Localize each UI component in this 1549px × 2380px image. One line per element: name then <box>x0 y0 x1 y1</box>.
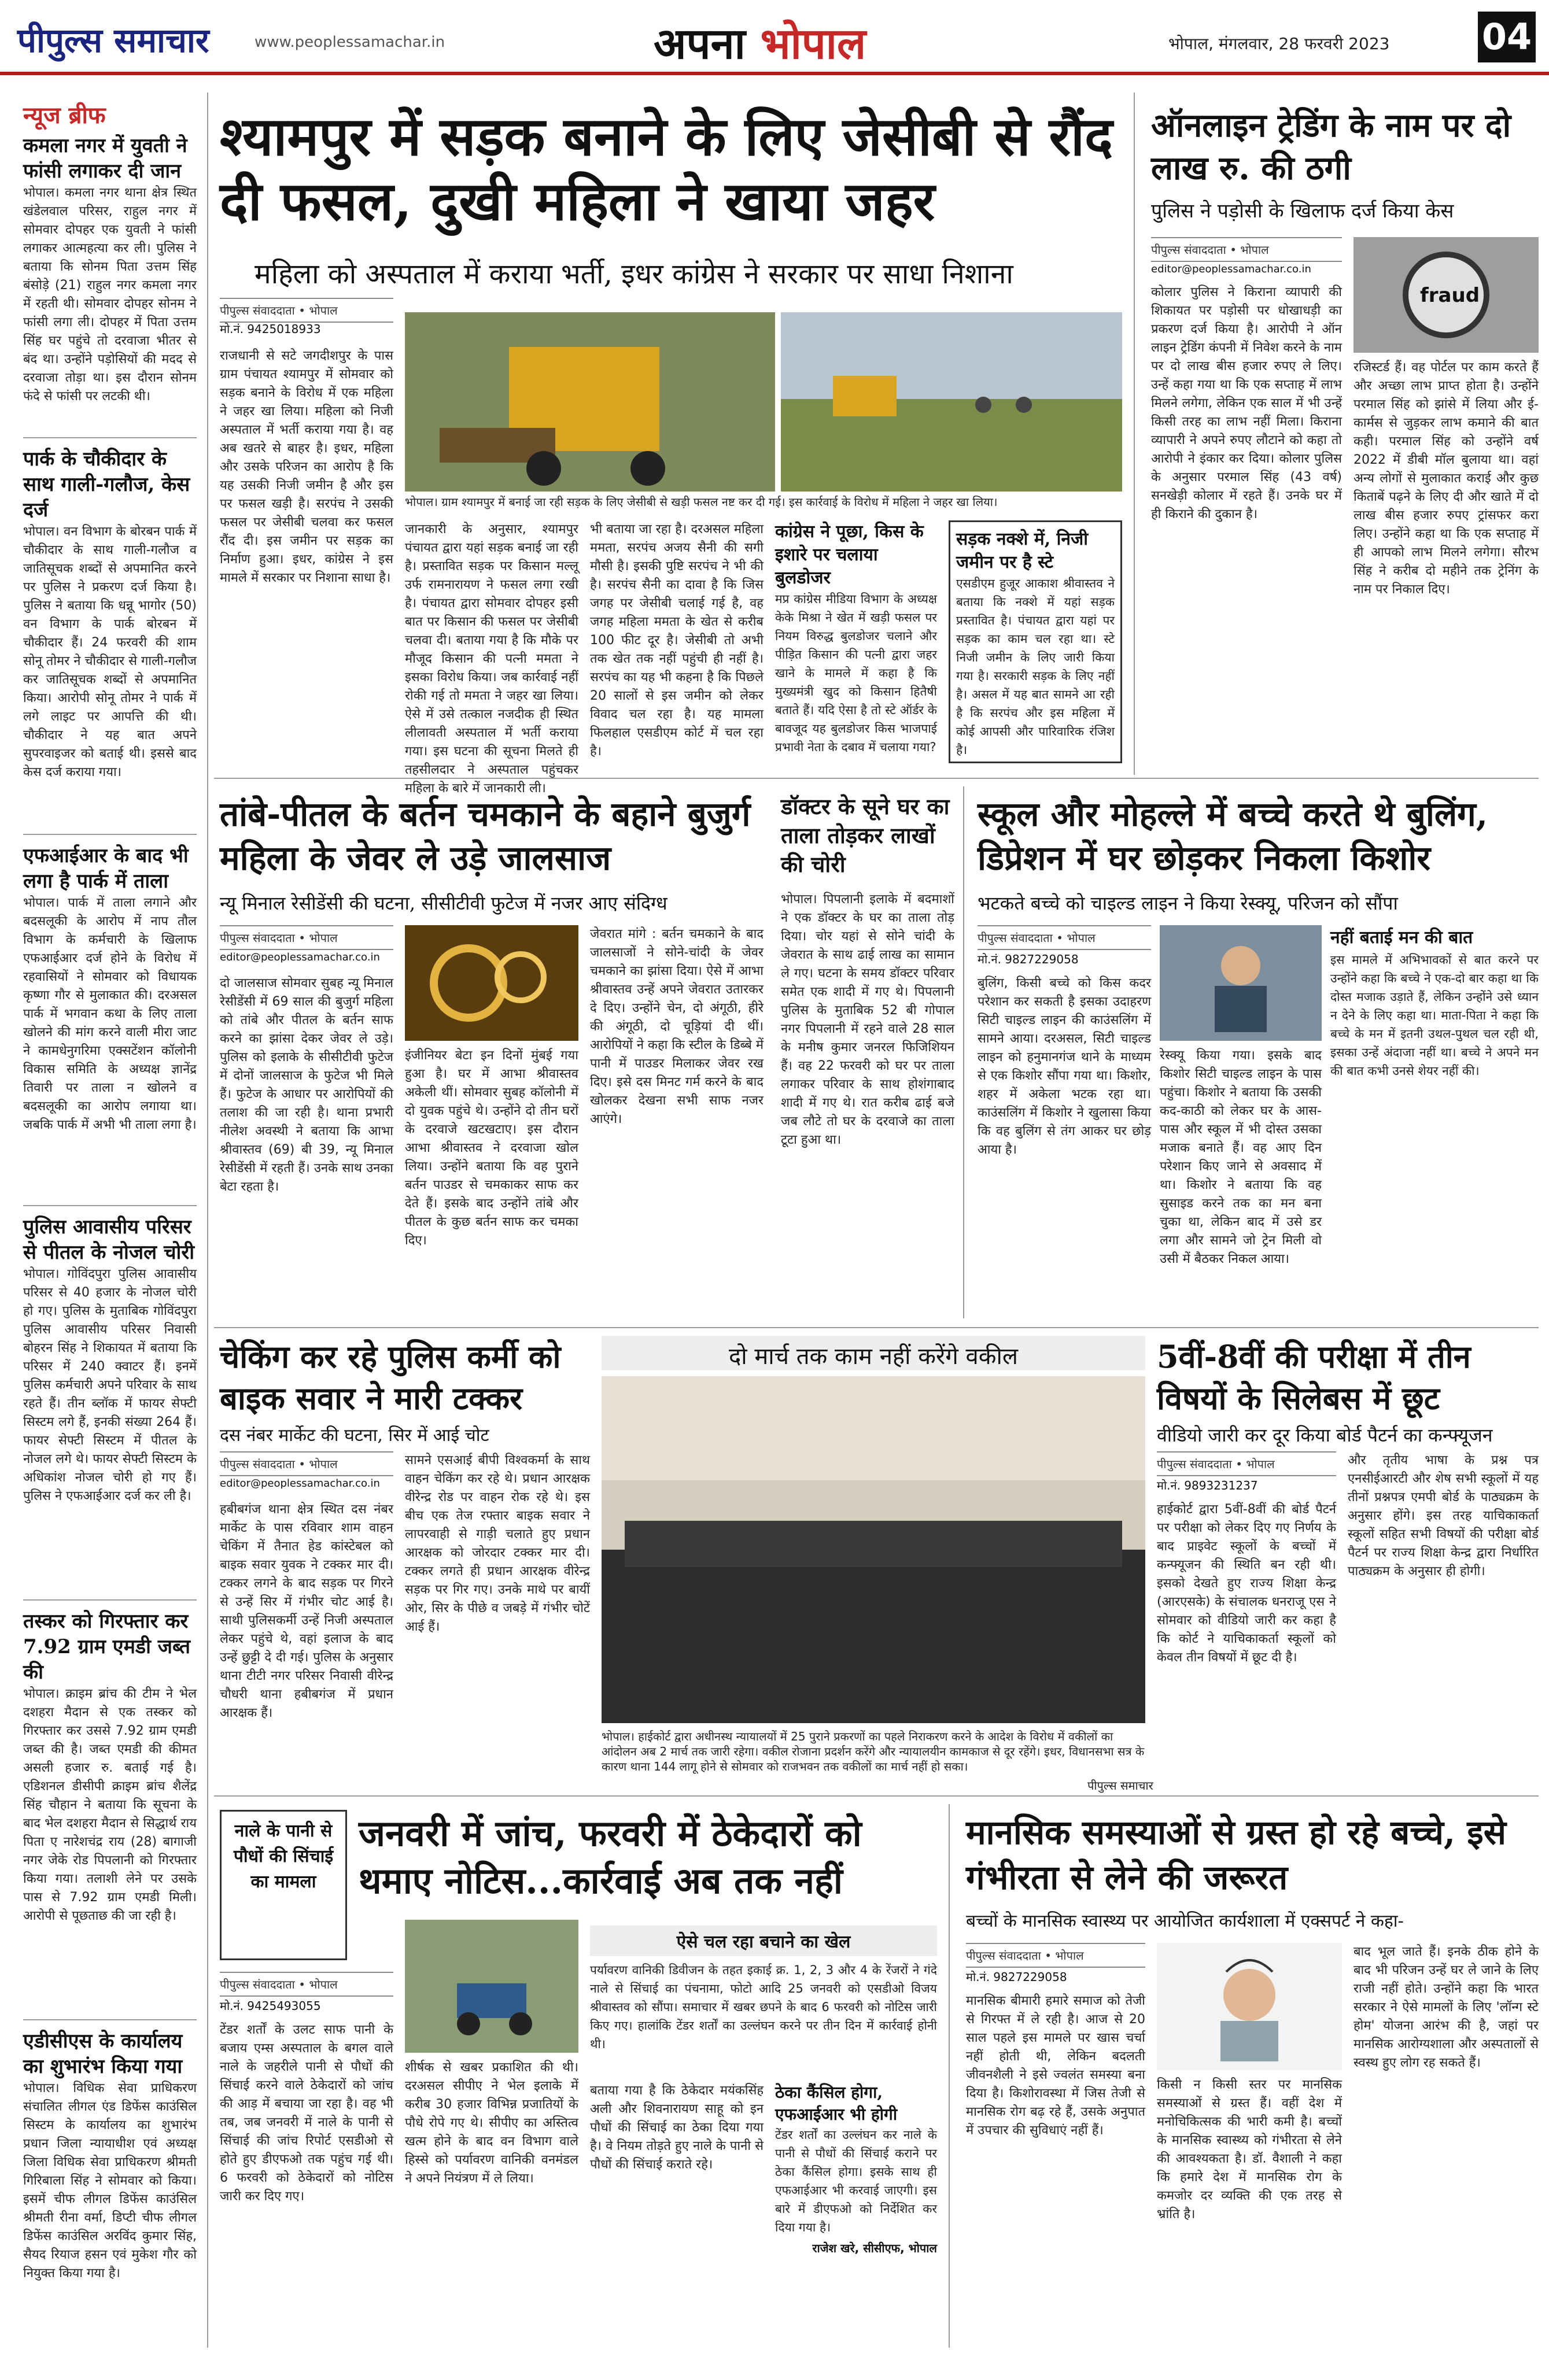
mental-subheadline: बच्चों के मानसिक स्वास्थ्य पर आयोजित कार्यशाला में एक्सपर्ट ने कहा- <box>966 1911 1404 1931</box>
exam-subheadline: वीडियो जारी कर दूर किया बोर्ड पैटर्न का कन्फ्यूजन <box>1157 1424 1493 1446</box>
jewel-body-col2: इंजीनियर बेटा इन दिनों मुंबई गया हुआ है। घर में आभा श्रीवास्तव अकेली थीं। सोमवार सुबह कॉलोनी में दो युवक पहुंचे थे। उन्होंने दो तीन घरों के दरवाजे खटखटाए। इस दौरान आभा श्रीवास्तव ने दरवाजा खोल लिया। उन्होंने बताया कि वह पुराने बर्तन पाउडर से चमकाकर साफ कर देते हैं। इसके बाद उन्होंने तांबे और पीतल के कुछ बर्तन साफ कर चमका दिए। <box>405 1048 578 1248</box>
brief-headline: तस्कर को गिरफ्तार कर 7.92 ग्राम एमडी जब्त की <box>23 1610 190 1684</box>
jewel-body-col1: दो जालसाज सोमवार सुबह न्यू मिनाल रेसीडेंसी में 69 साल की बुजुर्ग महिला को तांबे और पीतल के बर्तन साफ करने का झांसा देकर जेवर ले उड़े। पुलिस को इलाके के सीसीटीवी फुटेज में दोनों जालसाज के फुटेज भी मिले हैं। फुटेज के आधार पर आरोपियों की तलाश की जा रही है। थाना प्रभारी नीलेश अवस्थी ने बताया कि आभा श्रीवास्तव (69) बी 39, न्यू मिनाल रेसीडेंसी में रहती हैं। उनके साथ उनका बेटा रहता है। <box>220 976 393 1194</box>
briefs-column <box>23 133 197 2353</box>
nala-body-col3: बताया गया है कि ठेकेदार मयंकसिंह अली और शिवनारायण साहू को इन पौधों की सिंचाई का ठेका दिया गया है। वे नियम तोड़ते हुए नाले के पानी से पौधों की सिंचाई कराते रहे। <box>590 2083 764 2172</box>
lawyers-photo <box>602 1376 1145 1723</box>
website-url[interactable]: www.peoplessamachar.in <box>255 34 445 51</box>
cop-email[interactable]: editor@peoplessamachar.co.in <box>220 1477 380 1490</box>
brief-divider <box>23 437 197 438</box>
lead-mobile: मो.नं. 9425018933 <box>220 322 321 336</box>
lawyers-group-illustration <box>602 1376 1145 1723</box>
page-number: 04 <box>1478 12 1536 62</box>
exam-byline: पीपुल्स संवाददाता • भोपाल <box>1157 1451 1336 1476</box>
brief-divider <box>23 834 197 835</box>
fraud-body-col2: रजिस्टर्ड हैं। वह पोर्टल पर काम करते हैं और अच्छा लाभ प्राप्त होता है। उन्होंने परमाल सिंह को झांसे में लिया और ई-कार्मस से जुड़कर लाभ कमाने की बात कही। परमाल सिंह को उन्होंने वर्ष 2022 में डीबी मॉल बुलाया था। वहां अन्य लोगों से मुलाकात कराई और कुछ किताबें पढ़ने के लिए दी और खाते में दो लाख बीस हजार रुपए ट्रांसफर करा लिए। उन्होंने कहा था कि एक सप्ताह में ही आपको लाभ मिलने लगेगा। सौरभ सिंह ने करीब दो महीने तक ट्रेनिंग के नाम पर निकाल दिए। <box>1353 360 1539 597</box>
briefs-title: न्यूज ब्रीफ <box>23 102 106 129</box>
nala-topic-box <box>220 1810 347 1960</box>
jewel-body-col3: जेवरात मांगे : बर्तन चमकाने के बाद जालसाजों ने सोने-चांदी के जेवर चमकाने का झांसा दिया। ऐसे में आभा श्रीवास्तव उन्हें अपने जेवरात उतारकर दे दिए। उन्होंने चेन, दो अंगूठी, हीरे की अंगूठी, दो चूड़ियां दी थीं। आरोपियों ने कहा कि स्टील के डिब्बे में पानी में पाउडर मिलाकर जेवर रख दिए। इसे दस मिनट गर्म करने के बाद खोलकर देखना सभी साफ नजर आएंगे। <box>590 927 764 1126</box>
fraud-photo-label: fraud <box>1420 284 1480 307</box>
bully-side-box <box>1330 925 1539 1321</box>
lawyers-photo-credit: पीपुल्स समाचार <box>1087 1779 1153 1793</box>
bully-body-col2: रेस्क्यू किया गया। इसके बाद किशोर सिटी चाइल्ड लाइन के पास पहुंचा। किशोर ने बताया कि उसकी कद-काठी को लेकर घर के आस-पास और स्कूल में भी दोस्त उसका मजाक बनाते हैं। वह आए दिन परेशान किए जाने से अवसाद में था। किशोर ने बताया कि वह सुसाइड करने तक का मन बना चुका था, लेकिन बाद में उसे डर लगा और सामने जो ट्रेन मिली वो उसी में बैठकर निकल आया। <box>1160 1048 1322 1266</box>
exam-body-col1: हाईकोर्ट द्वारा 5वीं-8वीं की बोर्ड पैटर्न पर परीक्षा को लेकर दिए गए निर्णय के बाद प्राइवेट स्कूलों के बच्चों में कन्फ्यूजन की स्थिति बन रही थी। इसको देखते हुए राज्य शिक्षा केन्द्र (आरएसके) के संचालक धनराजू एस ने सोमवार को वीडियो जारी कर कहा है कि कोर्ट ने याचिकाकर्ता स्कूलों को केवल तीन विषयों में छूट दी है। <box>1157 1502 1336 1665</box>
brief-body: भोपाल। क्राइम ब्रांच की टीम ने भेल दशहरा मैदान से एक तस्कर को गिरफ्तार कर उससे 7.92 ग्राम एमडी जब्त की है। जब्त एमडी की कीमत असली हजार रु. बताई गई है। एडिशनल डीसीपी क्राइम ब्रांच शैलेंद्र सिंह चौहान ने बताया कि सूचना के बाद भेल दशहरा मैदान से सिद्धार्थ राय पिता ए नारेशचंद्र राय (28) बागाजी नगर जेके रोड पिपलानी को गिरफ्तार किया गया। तलाशी लेने पर उसके पास से 7.92 ग्राम एमडी मिली। आरोपी से पूछताछ की जा रही है। <box>23 1687 197 1923</box>
exam-mobile: मो.नं. 9893231237 <box>1157 1479 1258 1492</box>
bully-body-col1: बुलिंग, किसी बच्चे को किस कदर परेशान कर सकती है इसका उदाहरण सिटी चाइल्ड लाइन की काउंसलिंग में सामने आया। दरअसल, सिटी चाइल्ड लाइन को हनुमानगंज थाने के माध्यम से एक किशोर सौंपा गया था। किशोर, शहर में अकेला भटक रहा था। काउंसलिंग में किशोर ने खुलासा किया कि वह बुलिंग से तंग आकर घर छोड़ आया है। <box>978 976 1151 1157</box>
field-photo-illustration <box>781 312 1122 491</box>
brief-body: भोपाल। कमला नगर थाना क्षेत्र स्थित खंडेलवाल परिसर, राहुल नगर में सोमवार दोपहर एक युवती ने फांसी लगाकर आत्महत्या कर ली। पुलिस ने बताया कि सोनम पिता उत्तम सिंह बंसोड़े (21) राहुल नगर कमला नगर में रहती थी। सोमवार दोपहर सोनम ने फांसी लगा ली। दोपहर में पिता उत्तम सिंह घर पहुंचे तो दरवाजा भीतर से बंद था। उन्होंने पड़ोसियों की मदद से दरवाजा तोड़ा था। इस दौरान सोनम फंदे से फांसी पर लटकी थी। <box>23 186 197 404</box>
lead-body-col1: राजधानी से सटे जगदीशपुर के पास ग्राम पंचायत श्यामपुर में सोमवार को सड़क बनाने के विरोध में एक महिला ने जहर खा लिया। महिला को निजी अस्पताल में भर्ती कराया गया है। वह अब खतरे से बाहर है। इधर, महिला और उसके परिजन का आरोप है कि यह उसकी निजी जमीन है और इस पर फसल खड़ी है। सरपंच ने उसकी फसल पर जेसीबी चलवा कर फसल रौंद दी। इस जमीन पर सड़क का निर्माण हुआ। इधर, कांग्रेस ने इस मामले में सरकार पर निशाना साधा है। <box>220 349 393 585</box>
fraud-byline: पीपुल्स संवाददाता • भोपाल <box>1151 237 1342 262</box>
brief-body: भोपाल। वन विभाग के बोरबन पार्क में चौकीदार के साथ गाली-गलौज व जातिसूचक शब्दों से अपमानित करने पर पुलिस ने प्रकरण दर्ज किया है। पुलिस ने बताया कि धन्नू भागोर (50) वन विभाग के पार्क बोरबन में चौकीदार हैं। 24 फरवरी की शाम सोनू तोमर ने चौकीदार से गाली-गलौज कर जातिसूचक शब्दों से अपमानित किया। आरोपी सोनू तोमर ने पार्क में लगे लाइट पर आपत्ति की थी। चौकीदार ने यह बात अपने सुपरवाइजर को बताई थी। इससे बाद केस दर्ज कराया गया। <box>23 524 197 779</box>
nala-inset-headline: ऐसे चल रहा बचाने का खेल <box>590 1926 937 1956</box>
nala-inset-body: पर्यावरण वानिकी डिवीजन के तहत इकाई क्र. 1, 2, 3 और 4 के रेंजरों ने गंदे नाले से सिंचाई का पंचनामा, फोटो आदि 25 जनवरी को एसडीओ विजय श्रीवास्तव को सौंपा। समाचार में खबर छपने के बाद 6 फरवरी को नोटिस जारी किए गए। हालांकि टेंडर शर्तों का उल्लंघन करने पर तीन दिन में कार्रवाई होनी थी। <box>590 1963 937 2051</box>
nala-tender-body: टेंडर शर्तों का उल्लंघन कर नाले के पानी से पौधों की सिंचाई कराने पर ठेका कैंसिल होगा। इसके साथ ही एफआईआर भी करवाई जाएगी। इस बारे में डीएफओ को निर्देशित कर दिया गया है। <box>775 2128 937 2234</box>
newspaper-logo: पीपुल्स समाचार <box>17 21 209 60</box>
stay-box-body: एसडीएम हुजूर आकाश श्रीवास्तव ने बताया कि नक्शे में यहां सड़क प्रस्तावित है। पंचायत द्वारा यहां पर सड़क का काम चल रहा था। स्टे निजी जमीन के लिए जारी किया गया है। सरकारी सड़क के लिए नहीं है। असल में यह बात सामने आ रही है कि सरपंच और इस महिला में कोई आपसी और पारिवारिक रंजिश है। <box>956 576 1115 757</box>
exam-headline: 5वीं-8वीं की परीक्षा में तीन विषयों के सिलेबस में छूट <box>1157 1338 1471 1417</box>
doctor-headline: डॉक्टर के सूने घर का ताला तोड़कर लाखों की चोरी <box>781 793 950 877</box>
nala-headline: जनवरी में जांच, फरवरी में ठेकेदारों को थमाए नोटिस...कार्रवाई अब तक नहीं <box>359 1812 862 1902</box>
congress-box-headline: कांग्रेस ने पूछा, किस के इशारे पर चलाया बुलडोजर <box>775 522 924 588</box>
section-divider <box>214 778 1539 779</box>
cop-body-col2: सामने एसआई बीपी विश्वकर्मा के साथ वाहन चेकिंग कर रहे थे। प्रधान आरक्षक वीरेन्द्र रोड पर वाहन रोक रहे थे। इस बीच एक तेज रफ्तार बाइक सवार ने लापरवाही से गाड़ी चलाते हुए प्रधान आरक्षक को जोरदार टक्कर मार दी। टक्कर लगते ही प्रधान आरक्षक वीरेन्द्र सड़क पर गिर गए। उनके माथे पर बायीं ओर, सिर के पीछे व जबड़े में गंभीर चोटें आई हैं। <box>405 1453 590 1634</box>
jewel-headline: तांबे-पीतल के बर्तन चमकाने के बहाने बुजुर्ग महिला के जेवर ले उड़े जालसाज <box>220 794 751 878</box>
fraud-subheadline: पुलिस ने पड़ोसी के खिलाफ दर्ज किया केस <box>1151 199 1454 223</box>
lead-headline: श्यामपुर में सड़क बनाने के लिए जेसीबी से रौंद दी फसल, दुखी महिला ने खाया जहर <box>220 105 1113 232</box>
fraud-photo <box>1353 237 1539 353</box>
tractor-illustration <box>405 1920 578 2053</box>
mental-body-col1: मानसिक बीमारी हमारे समाज को तेजी से गिरफ्त में ले रही है। आज से 20 साल पहले इस मामले पर खास चर्चा नहीं होती थी, लेकिन बदलती जीवनशैली ने इसे ज्वलंत समस्या बना दिया है। किशोरावस्था में जिस तेजी से मानसिक रोग बढ़ रहे हैं, उसके अनुपात में उपचार की सुविधाएं नहीं हैं। <box>966 1994 1145 2138</box>
section-title-a: अपना <box>654 19 761 69</box>
bully-photo <box>1160 925 1322 1041</box>
nala-tender-sign: राजेश खरे, सीसीएफ, भोपाल <box>812 2241 937 2255</box>
jewellery-illustration <box>405 925 578 1041</box>
jewel-subheadline: न्यू मिनाल रेसीडेंसी की घटना, सीसीटीवी फुटेज में नजर आए संदिग्ध <box>220 892 667 914</box>
section-divider <box>214 1327 1539 1328</box>
jewel-email[interactable]: editor@peoplessamachar.co.in <box>220 951 380 963</box>
cop-byline: पीपुल्स संवाददाता • भोपाल <box>220 1451 393 1476</box>
lead-body-col2: जानकारी के अनुसार, श्यामपुर पंचायत द्वारा यहां सड़क बनाई जा रही है। प्रस्तावित सड़क पर किसान मल्लू उर्फ रामनारायण ने फसल लगा रखी है। पंचायत द्वारा सोमवार दोपहर इसी बात पर किसान की फसल पर जेसीबी चलवा दी। बताया गया है कि मौके पर मौजूद किसान की पत्नी ममता ने इसका विरोध किया। जब कार्रवाई नहीं रोकी गई तो ममता ने जहर खा लिया। ऐसे में उसे तत्काल नजदीक ही स्थित लीलावती अस्पताल में भर्ती कराया गया। इस घटना की सूचना मिलते ही तहसीलदार ने अस्पताल पहुंचकर महिला के बारे में जानकारी ली। <box>405 522 578 796</box>
nala-byline: पीपुल्स संवाददाता • भोपाल <box>220 1972 393 1997</box>
mental-headline: मानसिक समस्याओं से ग्रस्त हो रहे बच्चे, इसे गंभीरता से लेने की जरूरत <box>966 1813 1506 1897</box>
section-title-b: भोपाल <box>760 19 866 69</box>
nala-mobile: मो.नं. 9425493055 <box>220 1999 321 2013</box>
bully-side-headline: नहीं बताई मन की बात <box>1330 927 1473 948</box>
lawyers-headline: दो मार्च तक काम नहीं करेंगे वकील <box>729 1343 1018 1370</box>
stay-box <box>949 520 1122 763</box>
dateline: भोपाल, मंगलवार, 28 फरवरी 2023 <box>1168 34 1390 53</box>
nala-inset-box <box>590 1926 937 2070</box>
stay-box-headline: सड़क नक्शे में, निजी जमीन पर है स्टे <box>956 529 1089 572</box>
nala-tender-headline: ठेका कैंसिल होगा, एफआईआर भी होगी <box>775 2083 898 2124</box>
cop-headline: चेकिंग कर रहे पुलिस कर्मी को बाइक सवार ने मारी टक्कर <box>220 1338 561 1417</box>
brief-body: भोपाल। गोविंदपुरा पुलिस आवासीय परिसर से 40 हजार के नोजल चोरी हो गए। पुलिस के मुताबिक गोविंदपुरा पुलिस आवासीय परिसर निवासी बोहरन सिंह ने शिकायत में बताया कि परिसर में 240 क्वाटर हैं। इनमें पुलिस कर्मचारी अपने परिवार के साथ रहते हैं। तीन ब्लॉक में फायर सेफ्टी सिस्टम लगे हैं, इनकी संख्या 264 हैं। फायर सेफ्टी सिस्टम में पीतल के नोजल लगे थे। फायर सेफ्टी सिस्टम के अधिकांश नोजल चोरी हो गए हैं। पुलिस ने एफआईआर दर्ज कर ली है। <box>23 1267 197 1503</box>
mental-byline: पीपुल्स संवाददाता • भोपाल <box>966 1943 1145 1968</box>
column-divider <box>949 1804 950 2348</box>
jcb-photo-illustration <box>405 312 775 491</box>
cop-body-col1: हबीबगंज थाना क्षेत्र स्थित दस नंबर मार्केट के पास रविवार शाम वाहन चेकिंग में तैनात हेड कांस्टेबल को बाइक सवार युवक ने टक्कर मार दी। टक्कर लगने के बाद सड़क पर गिरने से उन्हें सिर में गंभीर चोट आई है। साथी पुलिसकर्मी उन्हें निजी अस्पताल लेकर पहुंचे थे, वहां इलाज के बाद उन्हें छुट्टी दे दी गई। पुलिस के अनुसार थाना टीटी नगर परिसर निवासी वीरेन्द्र चौधरी थाना हबीबगंज में प्रधान आरक्षक हैं। <box>220 1502 393 1720</box>
cop-subheadline: दस नंबर मार्केट की घटना, सिर में आई चोट <box>220 1425 489 1446</box>
mental-body-col2: किसी न किसी स्तर पर मानसिक समस्याओं से ग्रस्त हैं। वहीं देश में मनोचिकित्सक की भारी कमी है। बच्चों के मानसिक स्वास्थ्य को गंभीरता से लेने की आवश्यकता है। डॉ. वैशाली ने कहा कि हमारे देश में मानसिक रोग के कमजोर दर व्यक्ति की एक तरह से भ्रांति है। <box>1157 2078 1342 2222</box>
magnifier-fraud-illustration <box>1353 237 1539 353</box>
bully-headline: स्कूल और मोहल्ले में बच्चे करते थे बुलिंग, डिप्रेशन में घर छोड़कर निकला किशोर <box>978 794 1488 878</box>
fraud-headline: ऑनलाइन ट्रेडिंग के नाम पर दो लाख रु. की ठगी <box>1151 106 1511 187</box>
bully-mobile: मो.नं. 9827229058 <box>978 952 1079 966</box>
mental-photo <box>1157 1943 1342 2070</box>
brief-headline: पार्क के चौकीदार के साथ गाली-गलौज, केस दर्ज <box>23 448 190 522</box>
congress-box-body: मप्र कांग्रेस मीडिया विभाग के अध्यक्ष केके मिश्रा ने खेत में खड़ी फसल पर नियम विरुद्ध बुलडोजर चलाने और पीड़ित किसान की पत्नी द्वारा जहर खाने के मामले में कहा है कि मुख्यमंत्री खुद को किसान हितैषी बताते हैं। यदि ऐसा है तो स्टे ऑर्डर के बावजूद यह बुलडोजर किस भाजपाई प्रभावी नेता के दबाव में चलाया गया? <box>775 592 937 754</box>
congress-box <box>775 520 937 763</box>
brief-divider <box>23 1205 197 1206</box>
column-divider <box>207 93 208 2348</box>
column-divider <box>1134 93 1135 775</box>
mental-body-col3: बाद भूल जाते हैं। इनके ठीक होने के बाद भी परिजन उन्हें घर ले जाने के लिए राजी नहीं होते। उन्होंने कहा कि भारत सरकार ने ऐसे मामलों के लिए 'लॉन्ग स्टे होम' योजना आरंभ की है, जहां पर मानसिक आरोग्यशाला और अस्पतालों से स्वस्थ हुए लोग रह सकते हैं। <box>1353 1945 1539 2070</box>
brief-headline: पुलिस आवासीय परिसर से पीतल के नोजल चोरी <box>23 1215 195 1264</box>
fraud-body-col1: कोलार पुलिस ने किराना व्यापारी की शिकायत पर पड़ोसी पर धोखाधड़ी का प्रकरण दर्ज किया है। आरोपी ने ऑन लाइन ट्रेडिंग कंपनी में निवेश करने के नाम पर दो लाख बीस हजार रुपए ले लिए। उन्हें कहा गया था कि एक सप्ताह में लाभ मिलने लगेगा, लेकिन एक साल में भी उन्हें किसी तरह का लाभ नहीं मिला। किराना व्यापारी ने अपने रुपए लौटाने को कहा तो आरोपी ने इंकार कर दिया। कोलार पुलिस के अनुसार परमाल सिंह (43 वर्ष) सनखेड़ी कोलार में रहते हैं। उनके घर में ही किराने की दुकान है। <box>1151 285 1342 522</box>
nala-topic-text: नाले के पानी से पौधों की सिंचाई का मामला <box>233 1821 334 1892</box>
nala-tender-box <box>775 2082 937 2345</box>
nala-photo <box>405 1920 578 2053</box>
jewel-byline: पीपुल्स संवाददाता • भोपाल <box>220 925 393 950</box>
brief-divider <box>23 1599 197 1601</box>
section-title <box>654 13 866 71</box>
exam-body-col2: और तृतीय भाषा के प्रश्न पत्र एनसीईआरटी और शेष सभी स्कूलों में यह तीनों प्रश्नपत्र एमपी बोर्ड के पाठ्यक्रम के अनुसार होंगे। इस तरह याचिकाकर्ता स्कूलों सहित सभी विषयों की परीक्षा बोर्ड पैटर्न पर राज्य शिक्षा केन्द्र द्वारा निर्धारित पाठ्यक्रम के अनुसार ही होगी। <box>1348 1453 1539 1579</box>
lawyers-caption: भोपाल। हाईकोर्ट द्वारा अधीनस्थ न्यायालयों में 25 पुराने प्रकरणों का पहले निराकरण करने के आदेश के विरोध में वकीलों का आंदोलन अब 2 मार्च तक जारी रहेगा। वकील रोजाना प्रदर्शन करेंगे और न्यायालयीन कामकाज से दूर रहेंगे। इधर, विधानसभा सत्र के कारण थाना 144 लागू होने से सोमवार को राजभवन तक वकीलों का मार्च नहीं हो सका। <box>602 1729 1145 1773</box>
doctor-body: भोपाल। पिपलानी इलाके में बदमाशों ने एक डॉक्टर के घर का ताला तोड़ दिया। चोर यहां से सोने चांदी के जेवरात के साथ ढाई लाख का सामान ले गए। घटना के समय डॉक्टर परिवार समेत एक शादी में गए थे। पिपलानी पुलिस के मुताबिक 52 बी गोपाल नगर पिपलानी में रहने वाले 28 साल के मनीष कुमार जनरल फिजिशियन हैं। वह 22 फरवरी को घर पर ताला लगाकर परिवार के साथ होशंगाबाद शादी में गए थे। रात करीब ढाई बजे जब लौटे तो घर के दरवाजे का ताला टूटा हुआ था। <box>781 892 954 1147</box>
brief-headline: एफआईआर के बाद भी लगा है पार्क में ताला <box>23 844 189 893</box>
brief-divider <box>23 2019 197 2020</box>
mental-mobile: मो.नं. 9827229058 <box>966 1970 1067 1984</box>
fraud-email[interactable]: editor@peoplessamachar.co.in <box>1151 263 1311 275</box>
bully-subheadline: भटकते बच्चे को चाइल्ड लाइन ने किया रेस्क्यू, परिजन को सौंपा <box>978 892 1398 914</box>
sad-child-illustration <box>1160 925 1322 1041</box>
brief-body: भोपाल। विधिक सेवा प्राधिकरण संचालित लीगल एंड डिफेंस काउंसिल सिस्टम के कार्यालय का शुभारंभ प्रधान जिला न्यायाधीश एवं अध्यक्ष जिला विधिक सेवा प्राधिकरण श्रीमती गिरिबाला सिंह ने सोमवार को किया। इसमें चीफ लीगल डिफेंस काउंसिल श्रीमती रीना वर्मा, डिप्टी चीफ लीगल डिफेंस काउंसिल अरविंद कुमार सिंह, सैयद रियाज हसन एवं मुकेश गौर को नियुक्त किया गया है। <box>23 2081 197 2281</box>
jewel-photo <box>405 925 578 1041</box>
lead-body-col3: भी बताया जा रहा है। दरअसल महिला ममता, सरपंच अजय सैनी की सगी मौसी है। इसकी पुष्टि सरपंच ने भी की है। सरपंच सैनी का दावा है कि जिस जगह पर जेसीबी चलाई गई है, वह जगह महिला ममता के खेत से करीब 100 फीट दूर है। जेसीबी तो अभी तक खेत तक नहीं पहुंची ही नहीं है। सरपंच का यह भी कहना है कि पिछले 20 सालों से इस जमीन को लेकर विवाद चल रहा है। यह मामला फिलहाल एसडीएम कोर्ट में चल रहा है। <box>590 522 764 759</box>
lead-byline: पीपुल्स संवाददाता • भोपाल <box>220 298 393 323</box>
brief-headline: कमला नगर में युवती ने फांसी लगाकर दी जान <box>23 134 187 183</box>
brief-body: भोपाल। पार्क में ताला लगाने और बदसलूकी के आरोप में नाप तौल विभाग के कर्मचारी के खिलाफ एफआईआर दर्ज होने के विरोध में रहवासियों ने सोमवार को विधायक कृष्णा गौर से मुलाकात की। दरअसल पार्क में भगवान कथा के लिए ताला खोलने की मांग करने वाली मीरा जाट ने कामधेनुगरिमा एक्सटेंशन कॉलोनी विकास समिति के अध्यक्ष ज्ञानेंद्र तिवारी पर ताला न खोलने व बदसलूकी का आरोप लगाया था। जबकि पार्क में अभी भी ताला लगा है। <box>23 896 197 1132</box>
nala-body-col1: टेंडर शर्तों के उलट साफ पानी के बजाय एम्स अस्पताल के बगल वाले नाले के जहरीले पानी से पौधों की सिंचाई करने वाले ठेकेदारों को जांच की आड़ में बचाया जा रहा है। वह भी तब, जब जनवरी में नाले के पानी से सिंचाई की जांच रिपोर्ट एसडीओ से होते हुए डीएफओ तक पहुंच गई थी। 6 फरवरी को ठेकेदारों को नोटिस जारी कर दिए गए। <box>220 2023 393 2204</box>
bully-side-body: इस मामले में अभिभावकों से बात करने पर उन्होंने कहा कि बच्चे ने एक-दो बार कहा था कि दोस्त मजाक उड़ाते हैं, लेकिन उन्होंने उसे ध्यान न देने के लिए कहा था। माता-पिता ने कहा कि बच्चे के मन में इतनी उथल-पुथल चल रही थी, इसका उन्हें अंदाजा नहीं था। बच्चे ने अपने मन की बात कभी उनसे शेयर नहीं की। <box>1330 953 1539 1078</box>
lead-subheadline: महिला को अस्पताल में कराया भर्ती, इधर कांग्रेस ने सरकार पर साधा निशाना <box>255 258 1013 290</box>
brief-headline: एडीसीएस के कार्यालय का शुभारंभ किया गया <box>23 2030 183 2078</box>
column-divider <box>963 786 964 1318</box>
stressed-child-illustration <box>1157 1943 1342 2070</box>
lead-photo-field <box>781 312 1122 491</box>
section-divider <box>214 1795 1539 1797</box>
nala-body-col2: शीर्षक से खबर प्रकाशित की थी। दरअसल सीपीए ने भेल इलाके में करीब 30 हजार विभिन्न प्रजातियों के पौधे रोपे गए थे। सीपीए का अस्तित्व खत्म होने के बाद वन विभाग वाले हिस्से को पर्यावरण वानिकी वनमंडल ने अपने नियंत्रण में ले लिया। <box>405 2060 578 2186</box>
bully-byline: पीपुल्स संवाददाता • भोपाल <box>978 925 1151 950</box>
lead-photo-caption: भोपाल। ग्राम श्यामपुर में बनाई जा रही सड़क के लिए जेसीबी से खड़ी फसल नष्ट कर दी गई। इस कार्रवाई के विरोध में महिला ने जहर खा लिया। <box>405 495 998 509</box>
lead-photo-jcb <box>405 312 775 491</box>
